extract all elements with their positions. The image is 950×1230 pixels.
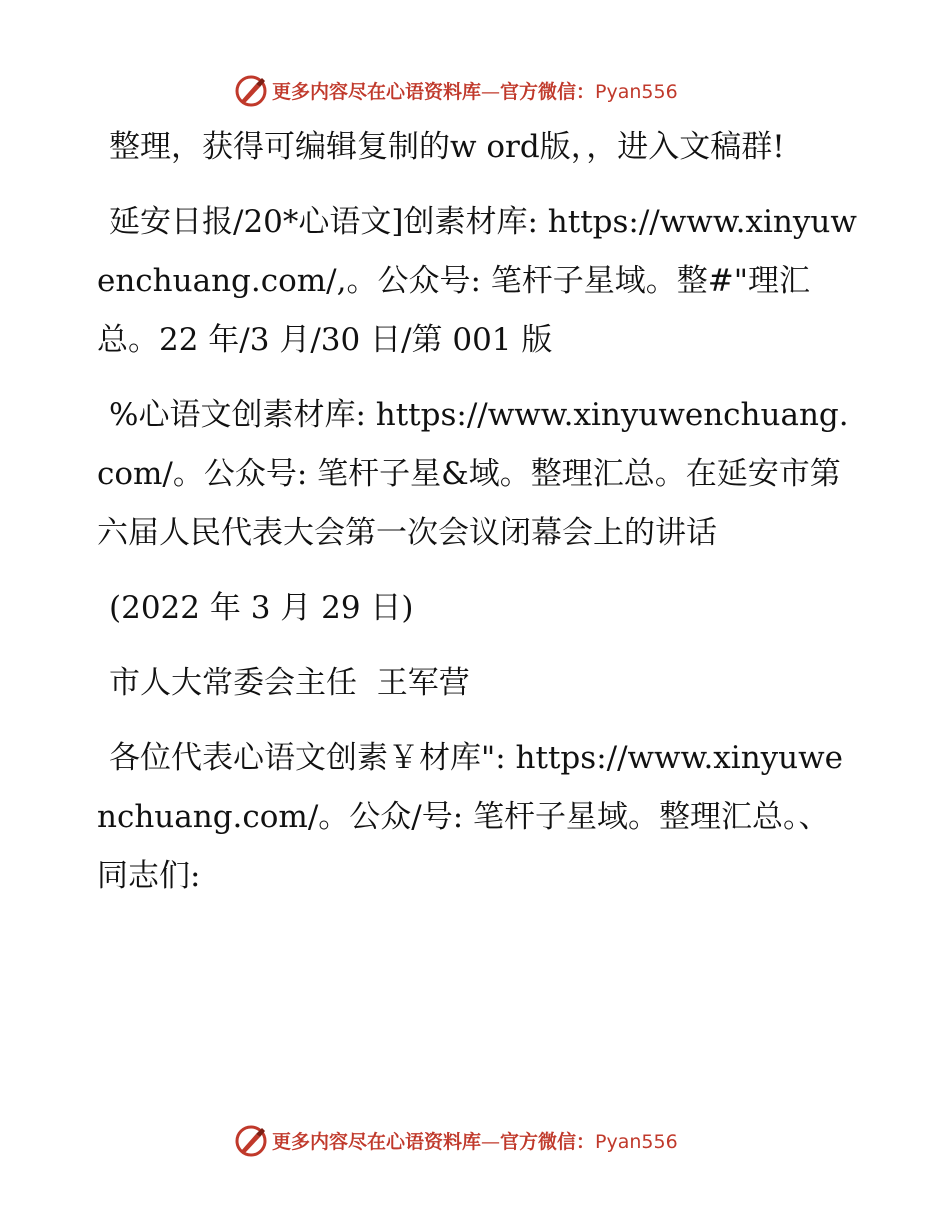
header-official: 官方微信： [500, 81, 596, 103]
header-dash: — [481, 81, 501, 103]
paragraph-3: %心语文创素材库: https://www.xinyuwenchuang.com/。公众号: 笔杆子星&域。整理汇总。在延安市第六届人民代表大会第一次会议闭幕会上的讲话 [97, 397, 849, 551]
speaker-line: 市人大常委会主任 王军营 [109, 665, 470, 701]
footer-official: 官方微信： [500, 1131, 596, 1153]
header-text [272, 77, 678, 104]
paragraph-1: 整理，获得可编辑复制的w ord版，，进入文稿群! [109, 129, 785, 165]
paragraph-6: 各位代表心语文创素￥材库": https://www.xinyuwenchuang.com/。公众/号: 笔杆子星域。整理汇总。、同志们: [97, 740, 844, 894]
paragraph-2: 延安日报/20*心语文]创素材库: https://www.xinyuwenchuang.com/,。公众号: 笔杆子星域。整#"理汇总。22 年/3 月/30 日/第 001 版 [97, 204, 857, 358]
header-brand: 更多内容尽在心语资料库 [272, 81, 482, 103]
pen-logo-icon [234, 74, 268, 108]
pen-logo-icon [234, 1124, 268, 1158]
footer-dash: — [481, 1131, 501, 1153]
date-line: (2022 年 3 月 29 日) [109, 590, 414, 626]
header-banner [0, 70, 950, 110]
footer-banner [0, 1120, 950, 1160]
footer-brand: 更多内容尽在心语资料库 [272, 1131, 482, 1153]
footer-wechat-id: Pyan556 [595, 1131, 678, 1153]
document-body [97, 118, 857, 922]
header-wechat-id: Pyan556 [595, 81, 678, 103]
footer-text [272, 1127, 678, 1154]
